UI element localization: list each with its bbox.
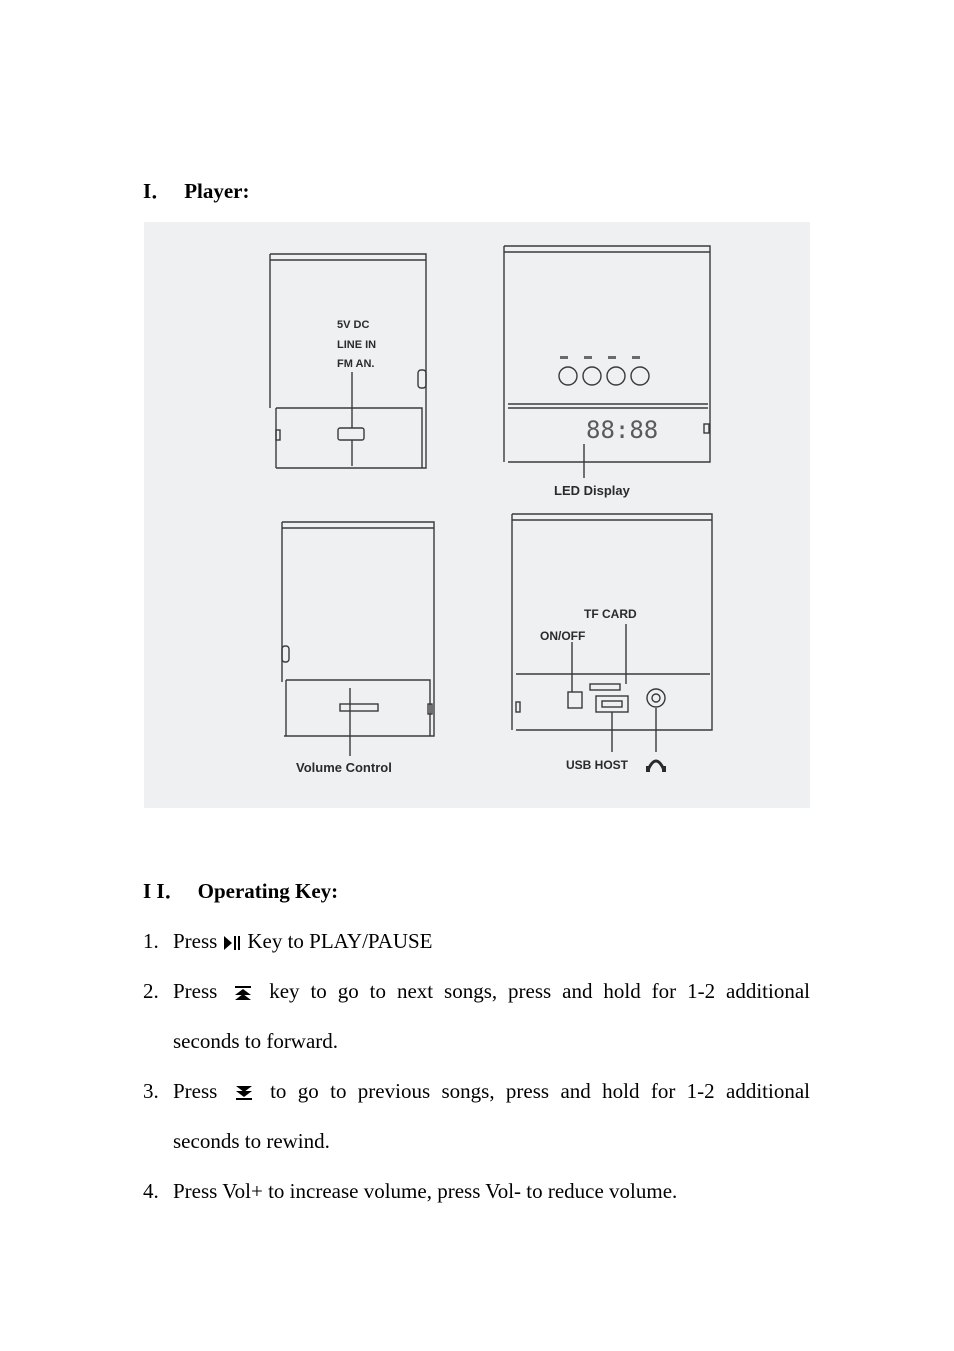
player-diagram bbox=[144, 222, 810, 808]
list-number: 4. bbox=[143, 1179, 159, 1203]
section-number: I． bbox=[143, 179, 173, 203]
label-volume-control: Volume Control bbox=[296, 760, 392, 775]
section-heading-player bbox=[143, 178, 249, 204]
led-digits: 88:88 bbox=[586, 416, 659, 444]
label-usb-host: USB HOST bbox=[566, 758, 629, 772]
section-heading-operating-key bbox=[143, 878, 338, 904]
list-item-3-continuation: seconds to rewind. bbox=[173, 1129, 330, 1153]
label-tf-card: TF CARD bbox=[584, 607, 637, 621]
list-number: 2. bbox=[143, 979, 159, 1003]
list-item-text: Press Vol+ to increase volume, press Vol- to reduce volume. bbox=[173, 1179, 678, 1203]
next-track-icon bbox=[234, 985, 252, 1001]
list-item-text: Press to go to previous songs, press and hold for 1-2 additional bbox=[173, 1079, 811, 1103]
list-number: 1. bbox=[143, 929, 159, 953]
label-line-in: LINE IN bbox=[337, 339, 377, 351]
headphone-icon bbox=[648, 761, 664, 770]
section-title: Operating Key: bbox=[197, 879, 339, 903]
play-pause-icon bbox=[223, 935, 241, 951]
label-led-display: LED Display bbox=[554, 483, 630, 498]
label-5v-dc: 5V DC bbox=[337, 319, 370, 331]
label-fm-an: FM AN. bbox=[337, 358, 375, 370]
section-number: I I． bbox=[143, 879, 186, 903]
label-on-off: ON/OFF bbox=[540, 629, 586, 643]
list-item-text: Press key to go to next songs, press and hold for 1-2 additional bbox=[173, 979, 811, 1003]
previous-track-icon bbox=[235, 1085, 253, 1101]
list-item-text: Press Key to PLAY/PAUSE bbox=[173, 929, 433, 953]
list-number: 3. bbox=[143, 1079, 159, 1103]
list-item-2-continuation: seconds to forward. bbox=[173, 1029, 339, 1053]
player-side-view bbox=[282, 522, 434, 756]
section-title: Player: bbox=[184, 179, 250, 203]
